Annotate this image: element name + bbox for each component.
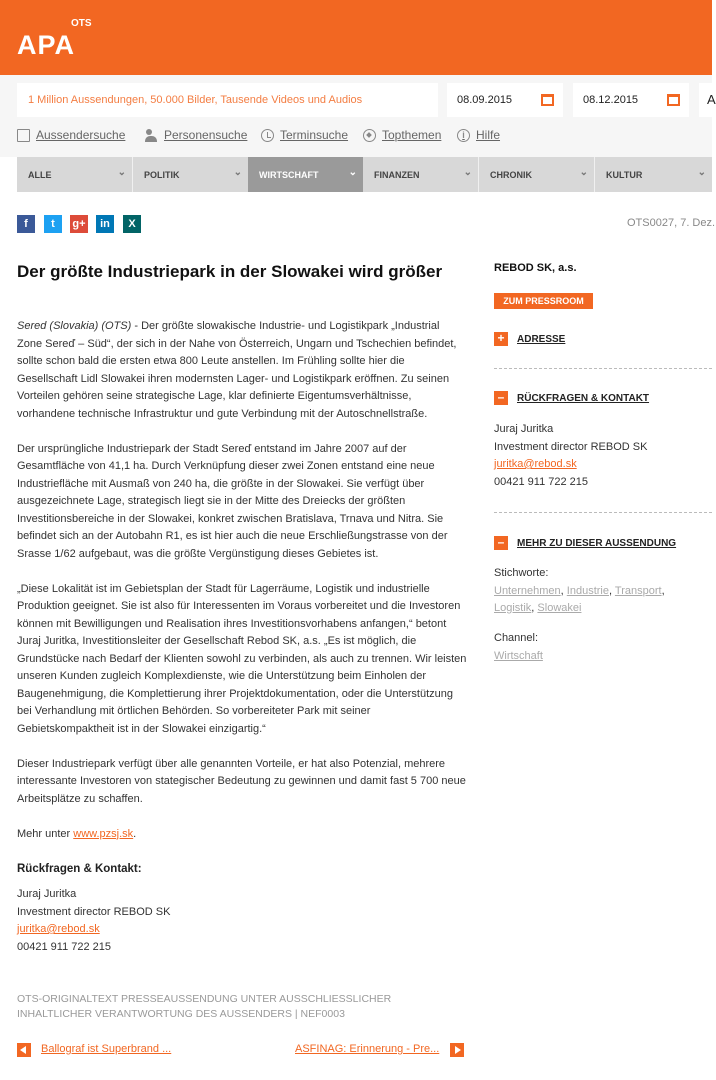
contact-heading: Rückfragen & Kontakt:: [17, 862, 142, 875]
address-section-toggle[interactable]: [494, 332, 565, 346]
chevron-down-icon: ⌄: [579, 167, 588, 178]
search-input[interactable]: [17, 83, 438, 117]
header-bar: [0, 0, 712, 75]
previous-release-link[interactable]: Ballograf ist Superbrand ...: [41, 1043, 172, 1055]
channel-block: [494, 630, 712, 665]
keyword-link[interactable]: Transport: [614, 584, 662, 597]
nav-label: POLITIK: [144, 170, 180, 180]
tool-terminsuche[interactable]: [261, 128, 348, 142]
keyword-link[interactable]: Slowakei: [537, 602, 582, 614]
keyword-link[interactable]: Industrie: [566, 584, 609, 597]
ots-number-date: OTS0027, 7. Dez.: [627, 217, 716, 229]
contact-email-link[interactable]: juritka@rebod.sk: [17, 923, 100, 935]
contact-section-toggle[interactable]: [494, 391, 649, 405]
nav-item-kultur[interactable]: [595, 157, 712, 192]
chevron-down-icon: ⌄: [697, 167, 706, 178]
contact-role: Investment director REBOD SK: [494, 440, 648, 453]
tool-label: Terminsuche: [280, 128, 349, 142]
nav-item-wirtschaft[interactable]: [248, 157, 363, 192]
nav-item-politik[interactable]: [133, 157, 248, 192]
linkedin-share-icon[interactable]: in: [96, 215, 114, 233]
article-paragraph: Der ursprüngliche Industriepark der Stadt Sereď entstand im Jahre 2007 auf der Gesamtfläche von 41,1 ha. Durch Verknüpfung dieser zwei Zonen entstand eine neue Industriefläche mit Ausmaß von 240 ha, die größte in der Slowakei. Sie verfügt über ausgezeichnete Lage, strategisch liegt sie in der Mitte des Dreiecks der größten Investitionsbereiche in der Slowakei, konkret zwischen Bratislava, Trnava und Nitra. Sie befindet sich an der Autobahn R1, es ist hier auch die neue Erschließungstrasse von der Srasse 1/62 aufgebaut, was die größte Vergünstigung dieses Gebietes ist.: [17, 442, 448, 560]
date-to-field[interactable]: [573, 83, 689, 117]
divider: [494, 368, 712, 369]
keywords-label: Stichworte:: [494, 567, 549, 579]
apa-ots-logo[interactable]: [17, 18, 102, 60]
pressroom-button[interactable]: ZUM PRESSROOM: [494, 293, 593, 309]
article-paragraph: Dieser Industriepark verfügt über alle genannten Vorteile, er hat also Potenzial, mehrere interessante Investoren von stategischer Bedeutung zu gewinnen und damit fast 5 700 neue Arbeitsplätze zu schaffen.: [17, 757, 466, 805]
contact-role: Investment director REBOD SK: [17, 905, 171, 918]
tool-personensuche[interactable]: [145, 128, 247, 142]
website-link[interactable]: www.pzsj.sk: [73, 827, 134, 840]
next-release-link[interactable]: ASFINAG: Erinnerung - Pre...: [295, 1043, 440, 1055]
nav-item-chronik[interactable]: [479, 157, 594, 192]
article-title: Der größte Industriepark in der Slowakei wird größer: [17, 262, 443, 281]
tool-aussendersuche[interactable]: [17, 128, 125, 142]
minus-icon: –: [494, 391, 508, 405]
tool-label: Topthemen: [382, 128, 442, 142]
article-paragraph: [17, 318, 467, 423]
chevron-down-icon: ⌄: [117, 167, 126, 178]
people-icon: [145, 129, 158, 142]
ots-disclaimer: OTS-ORIGINALTEXT PRESSEAUSSENDUNG UNTER AUSSCHLIESSLICHER INHALTLICHER VERANTWORTUNG DES AUSSENDERS | NEF0003: [17, 993, 392, 1020]
calendar-icon[interactable]: [667, 94, 680, 106]
date-from-value: 08.09.2015: [457, 94, 513, 106]
contact-phone: 00421 911 722 215: [494, 475, 588, 488]
article-body: [17, 318, 467, 956]
section-label: MEHR ZU DIESER AUSSENDUNG: [517, 537, 677, 549]
nav-label: KULTUR: [606, 170, 643, 180]
next-arrow-icon[interactable]: [450, 1043, 464, 1057]
more-suffix: .: [133, 827, 137, 840]
keywords-block: Stichworte: Unternehmen, Industrie, Transport, Logistik, Slowakei: [494, 565, 712, 618]
tool-label: Personensuche: [164, 128, 248, 142]
nav-label: ALLE: [28, 170, 52, 180]
googleplus-share-icon[interactable]: g+: [70, 215, 88, 233]
contact-email-link[interactable]: juritka@rebod.sk: [494, 458, 577, 470]
date-to-value: 08.12.2015: [583, 94, 639, 106]
facebook-share-icon[interactable]: f: [17, 215, 35, 233]
tool-topthemen[interactable]: [363, 128, 441, 142]
nav-item-finanzen[interactable]: [363, 157, 478, 192]
channel-link[interactable]: Wirtschaft: [494, 649, 543, 662]
minus-icon: –: [494, 536, 508, 550]
clock-icon: [261, 129, 274, 142]
info-icon: i: [457, 129, 470, 142]
chevron-down-icon: ⌄: [463, 167, 472, 178]
tool-label: Aussendersuche: [36, 128, 126, 142]
sidebar-contact-block: [494, 421, 712, 491]
logo-superscript: OTS: [71, 18, 92, 29]
previous-arrow-icon[interactable]: [17, 1043, 31, 1057]
xing-share-icon[interactable]: X: [123, 215, 141, 233]
tool-hilfe[interactable]: [457, 128, 500, 142]
section-label: ADRESSE: [517, 333, 566, 345]
nav-label: CHRONIK: [490, 170, 532, 180]
contact-phone: 00421 911 722 215: [17, 940, 111, 953]
twitter-share-icon[interactable]: t: [44, 215, 62, 233]
logo-text: APA: [17, 30, 76, 60]
more-prefix: Mehr unter: [17, 827, 74, 840]
more-info-line: [17, 826, 467, 844]
compass-icon: [363, 129, 376, 142]
search-options-field[interactable]: [699, 83, 716, 117]
paragraph-text: - Der größte slowakische Industrie- und Logistikpark „Industrial Zone Sereď – Süd“, der sich in der Nahe von Österreich, Ungarn und Tschechien befindet, sollte schon bald die ersten etwa 800 Leute anstellen. Im Frühling sollte hier die Gesellschaft Lidl Slowakei ihren modernsten Lager- und Logistikpark eröffnen. Zu seinen Vorteilen gehören seine strategische Lage, klar definierte Eigentumsverhältnisse, vorhandene technische Infrastruktur und gute Verbindung mit der Autoschnellstraße.: [17, 320, 457, 420]
calendar-icon[interactable]: [541, 94, 554, 106]
more-section-toggle[interactable]: [494, 536, 676, 550]
document-icon: [17, 129, 30, 142]
section-label: RÜCKFRAGEN & KONTAKT: [517, 392, 650, 404]
nav-label: FINANZEN: [374, 170, 420, 180]
chevron-down-icon: ⌄: [348, 167, 357, 178]
search-options-glyph: A: [707, 92, 716, 107]
channel-label: Channel:: [494, 632, 539, 644]
date-from-field[interactable]: [447, 83, 563, 117]
nav-item-alle[interactable]: [17, 157, 132, 192]
sender-company: REBOD SK, a.s.: [494, 262, 577, 274]
tool-label: Hilfe: [476, 128, 501, 142]
chevron-down-icon: ⌄: [233, 167, 242, 178]
plus-icon: +: [494, 332, 508, 346]
nav-label: WIRTSCHAFT: [259, 170, 319, 180]
divider: [494, 512, 712, 513]
dateline: Sered (Slovakia) (OTS): [17, 320, 132, 332]
contact-name: Juraj Juritka: [494, 423, 554, 435]
article-paragraph: „Diese Lokalität ist im Gebietsplan der Stadt für Lagerräume, Logistik und industrielle Produktion geeignet. Sie ist also für Interessenten im Voraus vorbereitet und die Investoren können mit Bewilligungen und Realisation ihres Investitionsvorhabens anfangen,“ betont Juraj Juritka, Investitionsleiter der Gesellschaft Rebod SK, a.s. „Es ist möglich, die Grundstücke nach Bedarf der Klienten sowohl zu verbinden, als auch zu trennen. Wir leisten unseren Kunden zugleich Komplexdienste, wie die Unterstützung beim Einholen der Baugenehmigung, die Komplettierung ihrer Projektdokumentation, oder die Unterstützung bei Verhandlung mit örtlichen Behörden. So vorbereiteter Park mit seiner Gebietskompaktheit ist in der Slowakei einzigartig.“: [17, 582, 467, 735]
keyword-link[interactable]: Unternehmen: [494, 584, 561, 597]
keyword-link[interactable]: Logistik: [494, 602, 532, 614]
contact-name: Juraj Juritka: [17, 888, 77, 900]
